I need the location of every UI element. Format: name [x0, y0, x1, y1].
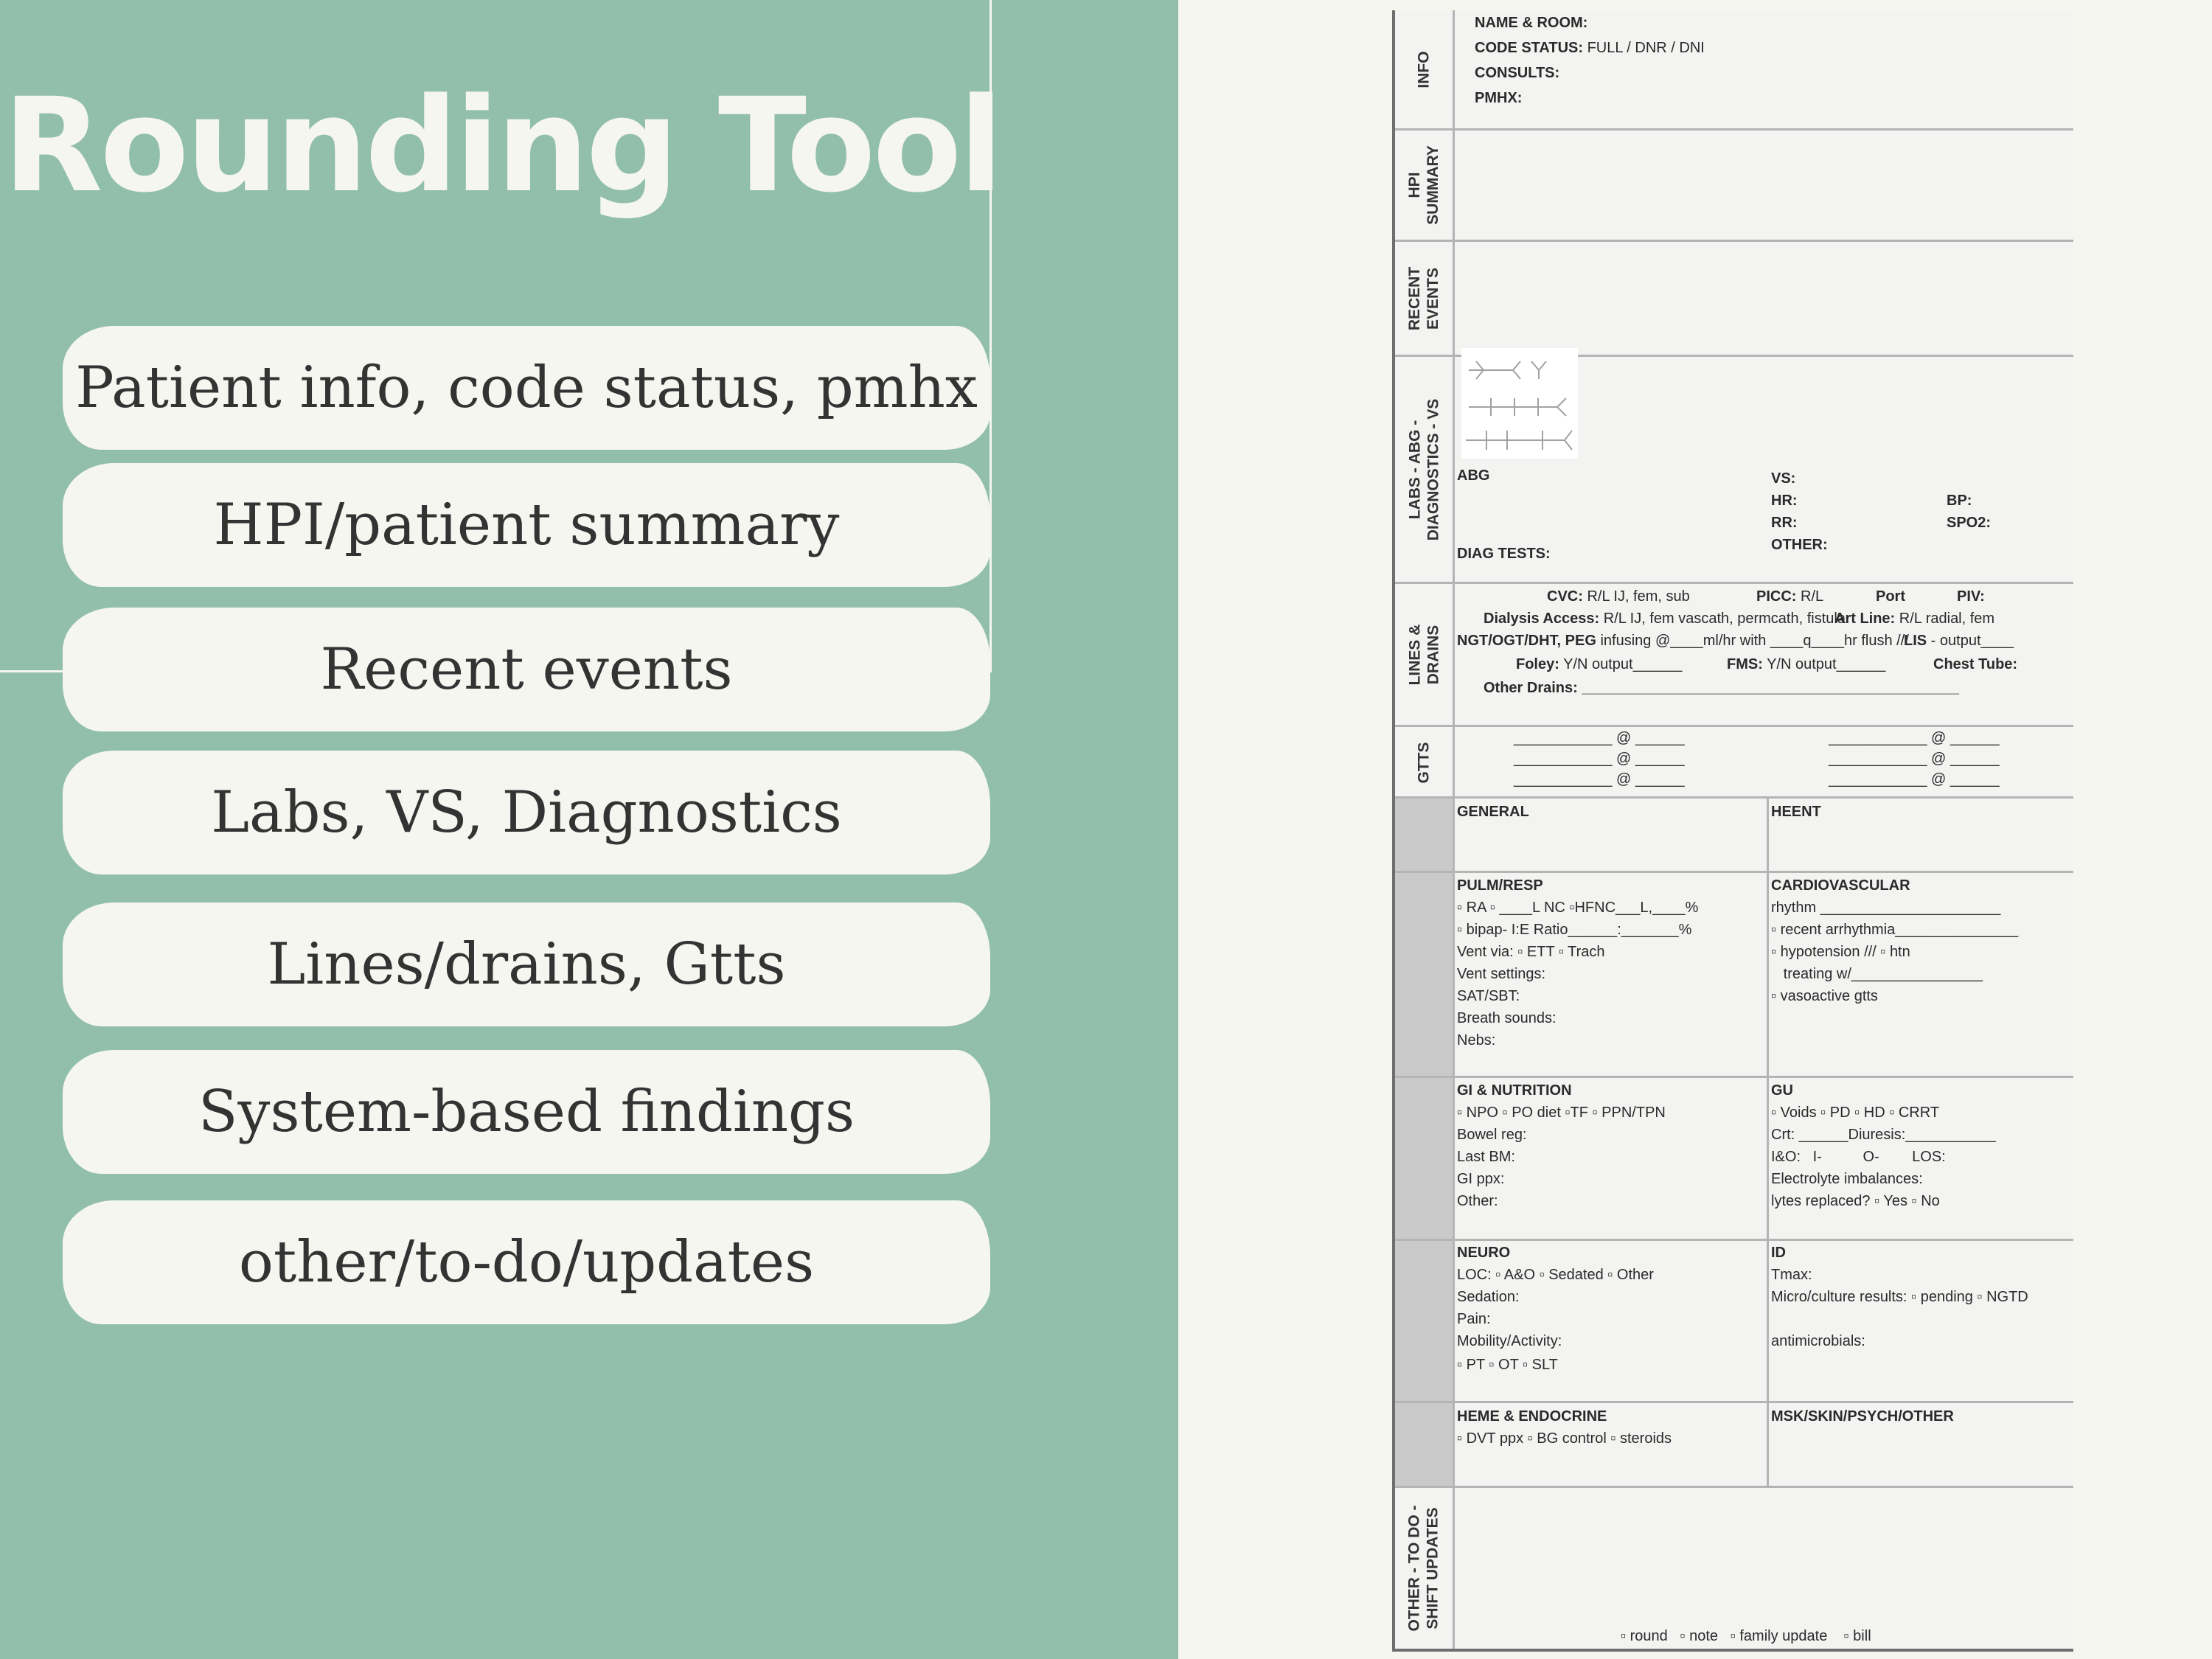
pulm-line[interactable]: Vent via: ▫ ETT ▫ Trach — [1457, 944, 1605, 960]
cardio-line[interactable]: rhythm ______________________ — [1771, 900, 2001, 916]
pulm-heading: PULM/RESP — [1457, 877, 1543, 894]
gi-line[interactable]: Other: — [1457, 1193, 1498, 1209]
general-heading: GENERAL — [1457, 804, 1529, 820]
gtt-line[interactable]: ____________ @ ______ — [1829, 751, 2000, 767]
hr-field[interactable]: HR: — [1771, 493, 1798, 509]
vs-label: VS: — [1771, 470, 1796, 487]
gtt-line[interactable]: ____________ @ ______ — [1514, 751, 1685, 767]
gtt-line[interactable]: ____________ @ ______ — [1829, 771, 2000, 787]
section-label-lines: LINES & DRAINS — [1406, 624, 1441, 685]
heme-heading: HEME & ENDOCRINE — [1457, 1408, 1607, 1425]
consults-field[interactable]: CONSULTS: — [1475, 65, 1560, 81]
chest-tube-field[interactable]: Chest Tube: — [1933, 656, 2018, 672]
feature-pill — [63, 463, 990, 587]
section-label-info: INFO — [1415, 50, 1433, 88]
cardio-line[interactable]: ▫ vasoactive gtts — [1771, 988, 1878, 1004]
feature-pill — [63, 326, 990, 450]
cardio-line[interactable]: ▫ hypotension /// ▫ htn — [1771, 944, 1910, 960]
id-line[interactable]: Micro/culture results: ▫ pending ▫ NGTD — [1771, 1289, 2028, 1305]
divider — [1392, 1401, 2073, 1403]
gi-line[interactable]: Bowel reg: — [1457, 1127, 1527, 1143]
divider — [1392, 796, 2073, 799]
gtt-line[interactable]: ____________ @ ______ — [1514, 730, 1685, 746]
dialysis-access-field[interactable]: Dialysis Access: R/L IJ, fem vascath, permcath, fistula — [1484, 611, 1846, 627]
piv-field[interactable]: PIV: — [1957, 588, 1985, 605]
section-label-other: OTHER - TO DO - SHIFT UPDATES — [1406, 1505, 1442, 1632]
gtt-line[interactable]: ____________ @ ______ — [1514, 771, 1685, 787]
divider — [1392, 871, 2073, 873]
pulm-line[interactable]: Breath sounds: — [1457, 1010, 1557, 1026]
gu-line[interactable]: I&O: I- O- LOS: — [1771, 1149, 1946, 1165]
spo2-field[interactable]: SPO2: — [1947, 515, 1992, 531]
divider — [1392, 240, 2073, 242]
divider — [1392, 1239, 2073, 1241]
page-title: Rounding Tool — [3, 70, 1001, 221]
name-room-field[interactable]: NAME & ROOM: — [1475, 15, 1588, 31]
pulm-line[interactable]: SAT/SBT: — [1457, 988, 1520, 1004]
gi-line[interactable]: GI ppx: — [1457, 1171, 1505, 1187]
gtt-line[interactable]: ____________ @ ______ — [1829, 730, 2000, 746]
pulm-line[interactable]: ▫ bipap- I:E Ratio______:_______% — [1457, 922, 1692, 938]
feature-pill — [63, 608, 990, 731]
sheet-border — [1392, 10, 1395, 1652]
heent-heading: HEENT — [1771, 804, 1821, 820]
feature-label: Lines/drains, Gtts — [267, 931, 786, 998]
gu-line[interactable]: Crt: ______Diuresis:___________ — [1771, 1127, 1996, 1143]
feature-label: Patient info, code status, pmhx — [75, 355, 978, 421]
neuro-line[interactable]: Pain: — [1457, 1311, 1491, 1327]
lab-fishbone-diagram — [1461, 348, 1578, 459]
section-label-gtts: GTTS — [1415, 742, 1433, 783]
cardio-line[interactable]: treating w/________________ — [1771, 966, 1983, 982]
gi-line[interactable]: Last BM: — [1457, 1149, 1515, 1165]
msk-heading: MSK/SKIN/PSYCH/OTHER — [1771, 1408, 1954, 1425]
fms-field[interactable]: FMS: Y/N output______ — [1727, 656, 1886, 672]
diag-tests-field[interactable]: DIAG TESTS: — [1457, 546, 1551, 562]
sheet-border — [1392, 1649, 2073, 1652]
pulm-line[interactable]: ▫ RA ▫ ____L NC ▫HFNC___L,____% — [1457, 900, 1699, 916]
divider — [1767, 798, 1769, 1488]
feature-pill — [63, 1050, 990, 1174]
ngt-field[interactable]: NGT/OGT/DHT, PEG infusing @____ml/hr with ____q____hr flush /// — [1457, 633, 1909, 649]
feature-pill — [63, 1200, 990, 1324]
gu-line[interactable]: lytes replaced? ▫ Yes ▫ No — [1771, 1193, 1940, 1209]
divider — [1392, 128, 2073, 131]
feature-label: other/to-do/updates — [238, 1229, 815, 1295]
section-label-hpi: HPI SUMMARY — [1406, 145, 1441, 225]
cardio-line[interactable]: ▫ recent arrhythmia_______________ — [1771, 922, 2019, 938]
neuro-line[interactable]: ▫ PT ▫ OT ▫ SLT — [1457, 1357, 1558, 1373]
divider — [1392, 582, 2073, 584]
feature-label: Labs, VS, Diagnostics — [211, 779, 842, 846]
rr-field[interactable]: RR: — [1771, 515, 1798, 531]
gu-line[interactable]: ▫ Voids ▫ PD ▫ HD ▫ CRRT — [1771, 1105, 1940, 1121]
art-line-field[interactable]: Art Line: R/L radial, fem — [1834, 611, 1995, 627]
id-heading: ID — [1771, 1245, 1786, 1261]
foley-field[interactable]: Foley: Y/N output______ — [1516, 656, 1683, 672]
pulm-line[interactable]: Vent settings: — [1457, 966, 1546, 982]
feature-label: Recent events — [320, 636, 733, 703]
port-field[interactable]: Port — [1876, 588, 1905, 605]
divider — [1453, 10, 1455, 1652]
lis-field[interactable]: LIS - output____ — [1904, 633, 2014, 649]
gi-heading: GI & NUTRITION — [1457, 1082, 1572, 1099]
footer-checklist[interactable]: ▫ round ▫ note ▫ family update ▫ bill — [1621, 1628, 1871, 1644]
pulm-line[interactable]: Nebs: — [1457, 1032, 1496, 1048]
neuro-line[interactable]: LOC: ▫ A&O ▫ Sedated ▫ Other — [1457, 1267, 1654, 1283]
pmhx-field[interactable]: PMHX: — [1475, 90, 1523, 106]
section-label-labs: LABS - ABG - DIAGNOSTICS - VS — [1406, 398, 1441, 540]
gu-line[interactable]: Electrolyte imbalances: — [1771, 1171, 1923, 1187]
cvc-field[interactable]: CVC: R/L IJ, fem, sub — [1547, 588, 1690, 605]
other-vs-field[interactable]: OTHER: — [1771, 537, 1828, 553]
id-line[interactable]: antimicrobials: — [1771, 1333, 1865, 1349]
bp-field[interactable]: BP: — [1947, 493, 1972, 509]
rounding-sheet — [1392, 10, 2073, 1652]
feature-pill — [63, 902, 990, 1026]
cardio-heading: CARDIOVASCULAR — [1771, 877, 1910, 894]
id-line[interactable]: Tmax: — [1771, 1267, 1812, 1283]
other-drains-field[interactable]: Other Drains: ______________________________________________ — [1484, 680, 1960, 696]
picc-field[interactable]: PICC: R/L — [1756, 588, 1824, 605]
section-label-events: RECENT EVENTS — [1406, 266, 1441, 330]
feature-label: System-based findings — [198, 1079, 855, 1145]
divider — [1392, 1486, 2073, 1488]
feature-label: HPI/patient summary — [213, 492, 840, 558]
gi-line[interactable]: ▫ NPO ▫ PO diet ▫TF ▫ PPN/TPN — [1457, 1105, 1666, 1121]
heme-line[interactable]: ▫ DVT ppx ▫ BG control ▫ steroids — [1457, 1430, 1672, 1447]
neuro-heading: NEURO — [1457, 1245, 1511, 1261]
neuro-line[interactable]: Sedation: — [1457, 1289, 1520, 1305]
section-label-systems — [1395, 798, 1453, 1488]
abg-label: ABG — [1457, 467, 1490, 484]
divider — [1392, 1076, 2073, 1078]
gu-heading: GU — [1771, 1082, 1793, 1099]
code-status-field[interactable]: CODE STATUS: FULL / DNR / DNI — [1475, 40, 1705, 56]
neuro-line[interactable]: Mobility/Activity: — [1457, 1333, 1562, 1349]
feature-pill — [63, 751, 990, 874]
